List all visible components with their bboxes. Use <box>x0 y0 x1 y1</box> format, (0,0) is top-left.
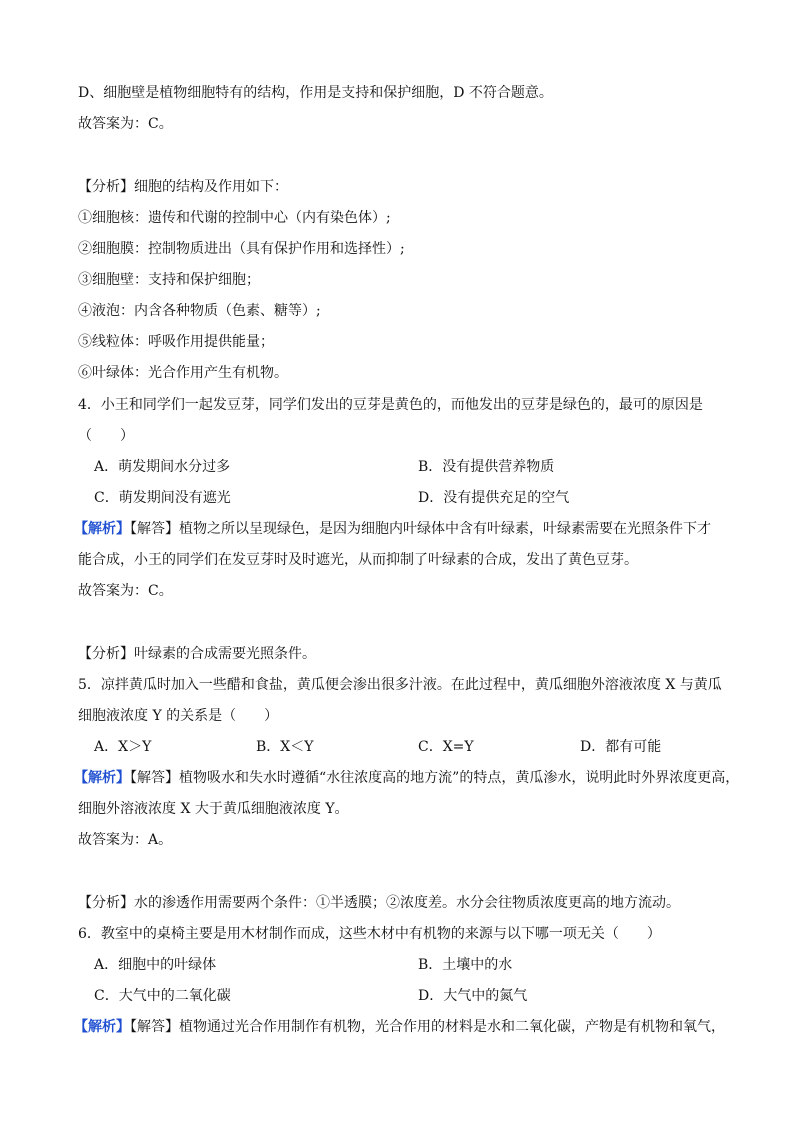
question-6-option-d: D．大气中的氮气 <box>418 988 528 1004</box>
analysis-item-vacuole: ④液泡：内含各种物质（色素、糖等）; <box>78 303 321 319</box>
question-4-option-b: B．没有提供营养物质 <box>418 459 555 475</box>
question-5-option-c: C．X=Y <box>418 739 474 755</box>
question-5-solution-text-1: 【解答】植物吸水和失水时遵循“水往浓度高的地方流”的特点，黄瓜渗水，说明此时外界浓度更高， <box>130 770 740 786</box>
question-4-option-d: D．没有提供充足的空气 <box>418 490 570 506</box>
analysis-q3-title: 【分析】细胞的结构及作用如下： <box>78 179 288 195</box>
question-6-option-b: B．土壤中的水 <box>418 957 513 973</box>
question-4-paren: （ ） <box>78 428 134 444</box>
analysis-item-chloroplast: ⑥叶绿体：光合作用产生有机物。 <box>78 365 288 381</box>
analysis-item-wall: ③细胞壁：支持和保护细胞； <box>78 272 260 288</box>
analysis-q4: 【分析】叶绿素的合成需要光照条件。 <box>78 646 316 662</box>
jiexi-label: 【解析】 <box>74 521 130 537</box>
answer-q3: 故答案为：C。 <box>78 116 173 132</box>
question-6-solution-line-1 <box>74 1018 725 1036</box>
analysis-item-mitochondria: ⑤线粒体：呼吸作用提供能量； <box>78 334 274 350</box>
question-5-option-b: B．X＜Y <box>256 739 314 755</box>
question-4-solution-line-1 <box>74 520 711 538</box>
analysis-item-membrane: ②细胞膜：控制物质进出（具有保护作用和选择性）; <box>78 241 405 257</box>
question-4-solution-line-2: 能合成，小王的同学们在发豆芽时及时遮光，从而抑制了叶绿素的合成，发出了黄色豆芽。 <box>78 552 638 568</box>
question-6-option-c: C．大气中的二氧化碳 <box>94 988 231 1004</box>
question-5-stem-line-2: 细胞液浓度 Y 的关系是（ ） <box>78 708 279 724</box>
question-4-solution-text-1: 【解答】植物之所以呈现绿色，是因为细胞内叶绿体中含有叶绿素，叶绿素需要在光照条件下才 <box>130 521 711 537</box>
answer-q5: 故答案为：A。 <box>78 832 173 848</box>
question-4-stem: 4．小王和同学们一起发豆芽，同学们发出的豆芽是黄色的，而他发出的豆芽是绿色的，最可的原因是 <box>78 397 703 413</box>
question-5-option-a: A．X＞Y <box>94 739 152 755</box>
question-5-option-d: D．都有可能 <box>580 739 662 755</box>
question-5-solution-line-2: 细胞外溶液浓度 X 大于黄瓜细胞液浓度 Y。 <box>78 801 349 817</box>
question-6-stem: 6．教室中的桌椅主要是用木材制作而成，这些木材中有机物的来源与以下哪一项无关（ ） <box>78 926 661 942</box>
question-6-option-a: A．细胞中的叶绿体 <box>94 957 217 973</box>
answer-q4: 故答案为：C。 <box>78 583 173 599</box>
question-4-option-c: C．萌发期间没有遮光 <box>94 490 231 506</box>
question-6-solution-text-1: 【解答】植物通过光合作用制作有机物，光合作用的材料是水和二氧化碳，产物是有机物和氧气， <box>130 1019 725 1035</box>
analysis-q5: 【分析】水的渗透作用需要两个条件：①半透膜；②浓度差。水分会往物质浓度更高的地方流动。 <box>78 895 680 911</box>
question-5-stem-line-1: 5．凉拌黄瓜时加入一些醋和食盐，黄瓜便会渗出很多汁液。在此过程中，黄瓜细胞外溶液浓度 X 与黄瓜 <box>78 677 722 693</box>
option-d-explanation: D、细胞壁是植物细胞特有的结构，作用是支持和保护细胞，D 不符合题意。 <box>78 85 553 101</box>
question-4-option-a: A．萌发期间水分过多 <box>94 459 231 475</box>
jiexi-label: 【解析】 <box>74 1019 130 1035</box>
jiexi-label: 【解析】 <box>74 770 130 786</box>
question-5-solution-line-1 <box>74 769 739 787</box>
analysis-item-nucleus: ①细胞核：遗传和代谢的控制中心（内有染色体）; <box>78 210 391 226</box>
